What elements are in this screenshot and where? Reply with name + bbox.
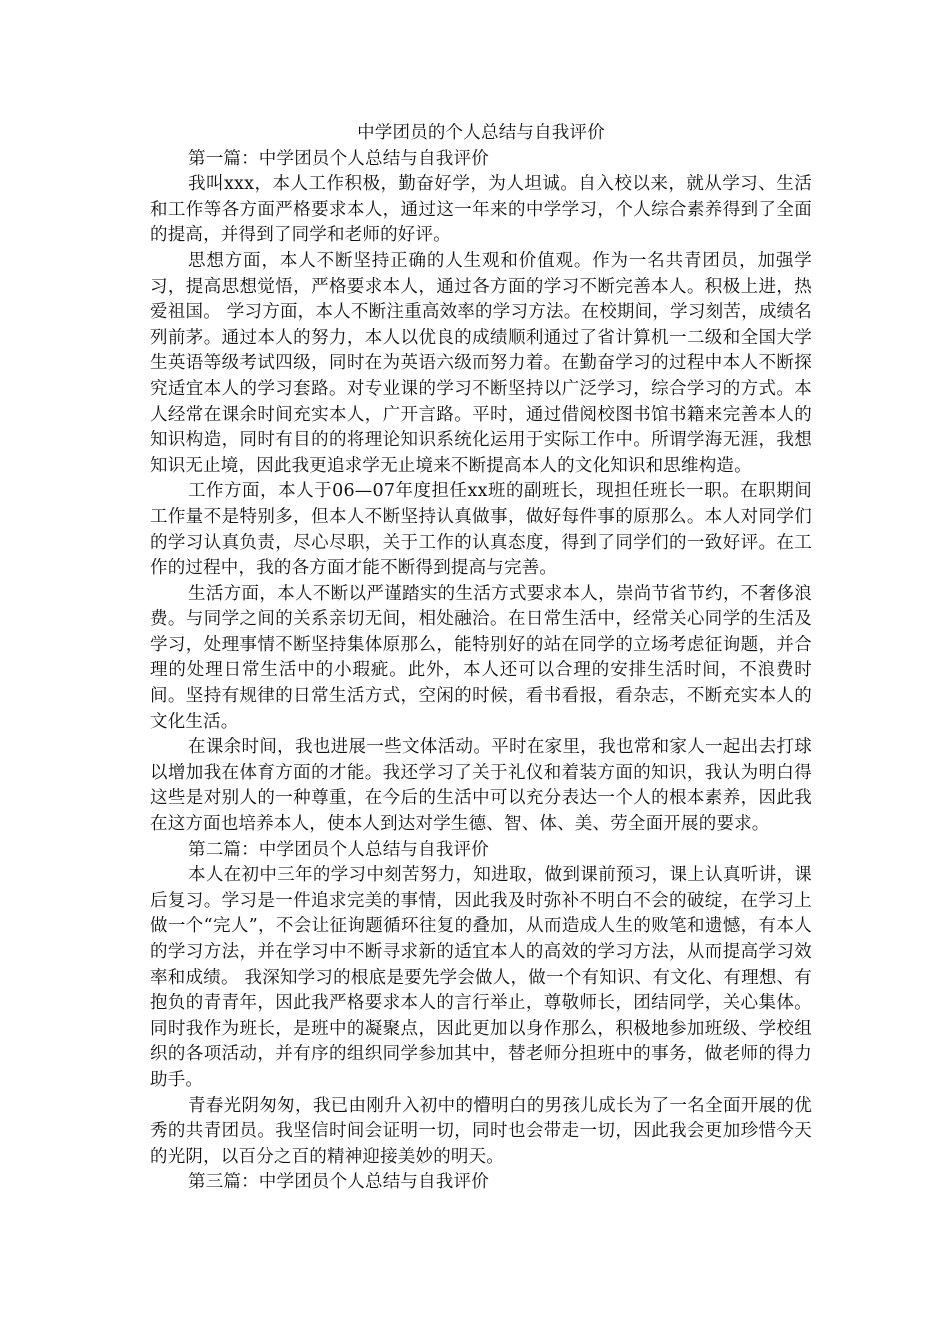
paragraph: 本人在初中三年的学习中刻苦努力，知进取，做到课前预习，课上认真听讲，课后复习。学习是一件追求完美的事情，因此我及时弥补不明白不会的破绽，在学习上做一个“完人”，不会让征询题循环往复的叠加，从而造成人生的败笔和遗憾，有本人的学习方法，并在学习中不断寻求新的适宜本人的高效的学习方法，从而提高学习效率和成绩。 我深知学习的根底是要先学会做人，做一个有知识、有文化、有理想、有抱负的青青年，因此我严格要求本人的言行举止，尊敬师长，团结同学，关心集体。同时我作为班长，是班中的凝聚点，因此更加以身作那么，积极地参加班级、学校组织的各项活动，并有序的组织同学参加其中，替老师分担班中的事务，做老师的得力助手。 <box>150 865 812 1090</box>
paragraph: 生活方面，本人不断以严谨踏实的生活方式要求本人，崇尚节省节约，不奢侈浪费。与同学之间的关系亲切无间，相处融洽。在日常生活中，经常关心同学的生活及学习，处理事情不断坚持集体原那么，能特别好的站在同学的立场考虑征询题，并合理的处理日常生活中的小瑕疵。此外，本人还可以合理的安排生活时间，不浪费时间。坚持有规律的日常生活方式，空闲的时候，看书看报，看杂志，不断充实本人的文化生活。 <box>150 583 812 732</box>
paragraph: 在课余时间，我也进展一些文体活动。平时在家里，我也常和家人一起出去打球以增加我在体育方面的才能。我还学习了关于礼仪和着装方面的知识，我认为明白得这些是对别人的一种尊重，在今后的生活中可以充分表达一个人的根本素养，因此我在这方面也培养本人，使本人到达对学生德、智、体、美、劳全面开展的要求。 <box>150 737 812 835</box>
section-heading-1: 第一篇：中学团员个人总结与自我评价 <box>188 148 489 169</box>
paragraph: 我叫xxx，本人工作积极，勤奋好学，为人坦诚。自入校以来，就从学习、生活和工作等各方面严格要求本人，通过这一年来的中学学习，个人综合素养得到了全面的提高，并得到了同学和老师的好评。 <box>150 174 812 246</box>
section-heading-2: 第二篇：中学团员个人总结与自我评价 <box>188 839 489 860</box>
document-title: 中学团员的个人总结与自我评价 <box>357 123 605 143</box>
paragraph: 工作方面，本人于06—07年度担任xx班的副班长，现担任班长一职。在职期间工作量不是特别多，但本人不断坚持认真做事，做好每件事的原那么。本人对同学们的学习认真负责，尽心尽职，关于工作的认真态度，得到了同学们的一致好评。在工作的过程中，我的各方面才能不断得到提高与完善。 <box>150 481 812 579</box>
section-heading-3: 第三篇：中学团员个人总结与自我评价 <box>188 1172 489 1193</box>
paragraph: 思想方面，本人不断坚持正确的人生观和价值观。作为一名共青团员，加强学习，提高思想觉悟，严格要求本人，通过各方面的学习不断完善本人。积极上进，热爱祖国。 学习方面，本人不断注重高效率的学习方法。在校期间，学习刻苦，成绩名列前茅。通过本人的努力，本人以优良的成绩顺利通过了省计算机一二级和全国大学生英语等级考试四级，同时在为英语六级而努力着。在勤奋学习的过程中本人不断探究适宜本人的学习套路。对专业课的学习不断坚持以广泛学习，综合学习的方式。本人经常在课余时间充实本人，广开言路。平时，通过借阅校图书馆书籍来完善本人的知识构造，同时有目的的将理论知识系统化运用于实际工作中。所谓学海无涯，我想知识无止境，因此我更追求学无止境来不断提高本人的文化知识和思维构造。 <box>150 250 812 476</box>
paragraph: 青春光阴匆匆，我已由刚升入初中的懵明白的男孩儿成长为了一名全面开展的优秀的共青团员。我坚信时间会证明一切，同时也会带走一切，因此我会更加珍惜今天的光阴，以百分之百的精神迎接美妙的明天。 <box>150 1095 812 1167</box>
document-body <box>150 121 812 1196</box>
